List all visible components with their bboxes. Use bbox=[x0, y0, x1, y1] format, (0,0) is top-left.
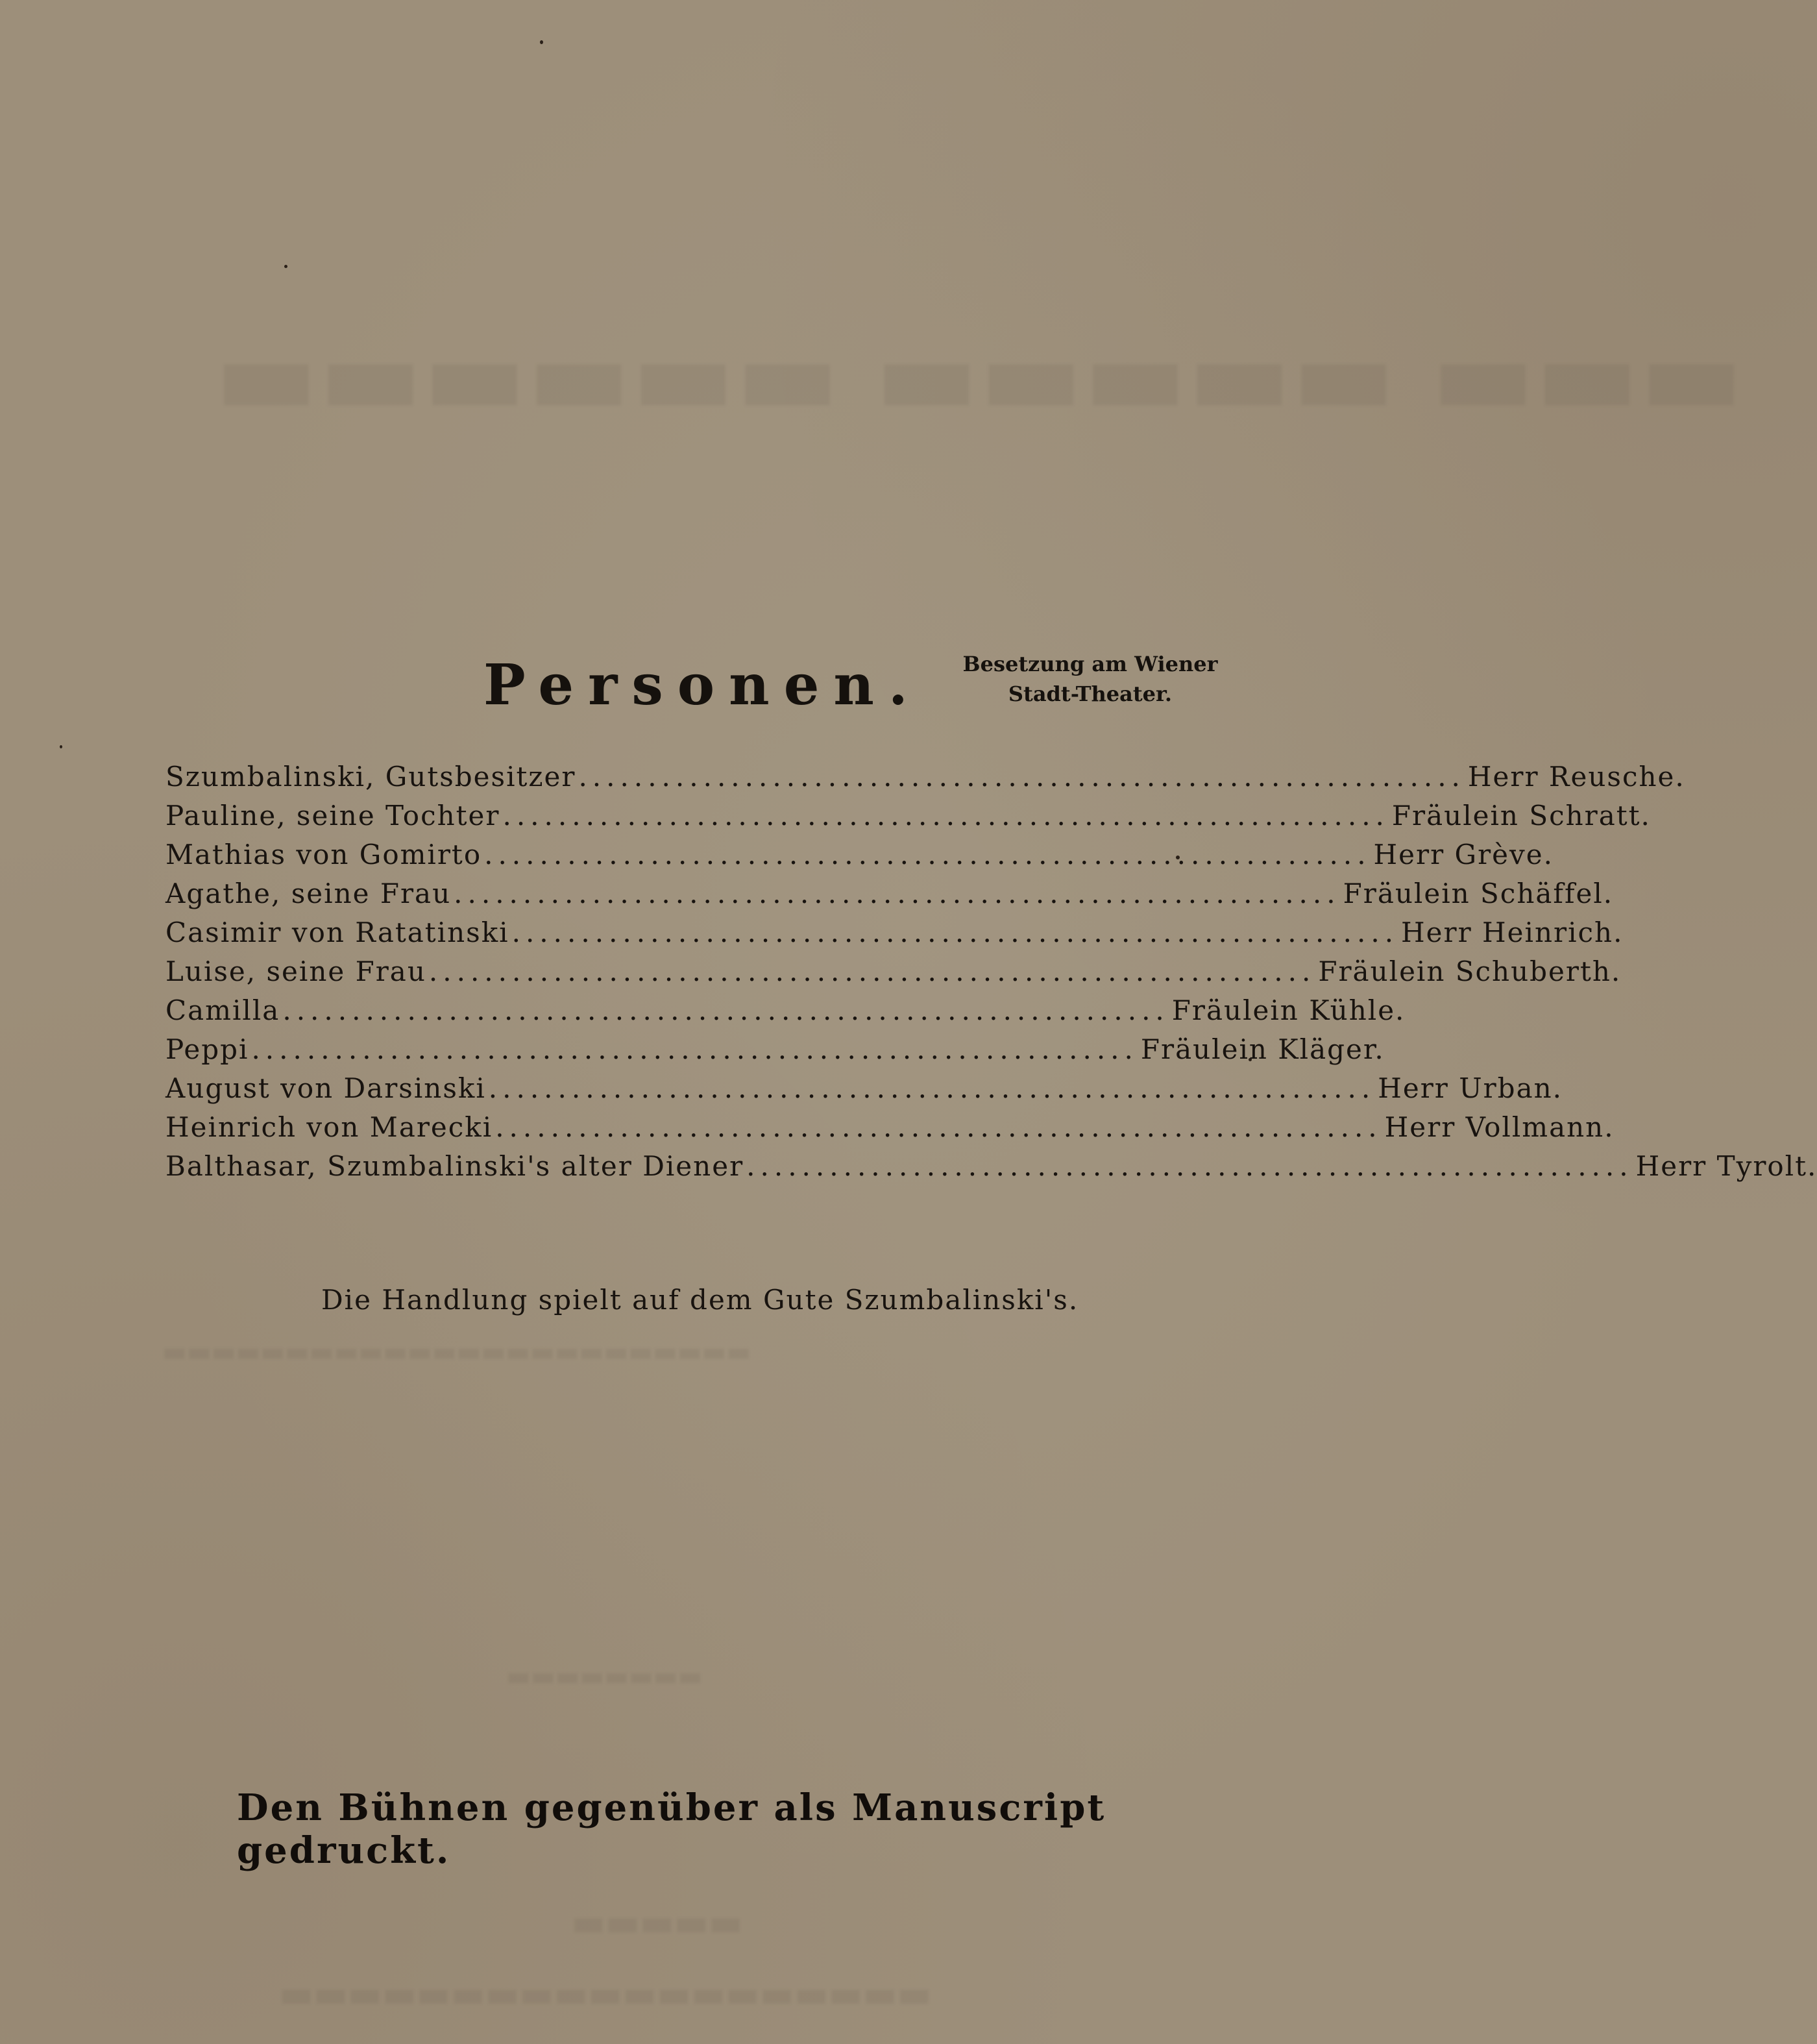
role-actor: Herr Reusche. bbox=[1467, 761, 1685, 793]
dot-leader: ................................................................ bbox=[746, 1150, 1633, 1182]
role-row bbox=[165, 800, 1651, 839]
dot-leader: ................................................................ bbox=[511, 917, 1399, 948]
role-row bbox=[165, 878, 1614, 917]
role-actor: Herr Tyrolt. bbox=[1635, 1150, 1817, 1182]
setting-note: Die Handlung spielt auf dem Gute Szumbalinski's. bbox=[321, 1284, 1079, 1316]
dot-leader: ................................................................ bbox=[282, 994, 1169, 1026]
show-through-shadow: ▬▬▬▬▬ bbox=[571, 1902, 743, 1944]
role-actor: Herr Grève. bbox=[1373, 839, 1554, 870]
role-name: Casimir von Ratatinski bbox=[165, 917, 509, 948]
show-through-shadow: ▬▬▬ ▬▬▬▬▬ ▬▬▬▬▬▬ bbox=[214, 312, 1744, 440]
role-row bbox=[165, 917, 1624, 955]
role-name: Balthasar, Szumbalinski's alter Diener bbox=[165, 1150, 744, 1182]
role-actor: Fräulein Schratt. bbox=[1391, 800, 1651, 831]
role-name: Pauline, seine Tochter bbox=[165, 800, 500, 831]
role-name: Agathe, seine Frau bbox=[165, 878, 452, 909]
role-actor: Fräulein Kühle. bbox=[1171, 994, 1406, 1026]
role-row bbox=[165, 955, 1622, 994]
dot-leader: ................................................................ bbox=[488, 1072, 1376, 1104]
role-name: Mathias von Gomirto bbox=[165, 839, 482, 870]
role-actor: Fräulein Kläger. bbox=[1140, 1033, 1385, 1065]
role-name: Camilla bbox=[165, 994, 280, 1026]
dot-leader: ................................................................ bbox=[251, 1033, 1138, 1065]
role-row bbox=[165, 1033, 1385, 1072]
show-through-shadow: ▬▬▬▬▬▬▬▬▬▬▬▬▬▬▬▬▬▬▬ bbox=[279, 1973, 932, 2015]
ink-speck bbox=[284, 265, 287, 268]
role-actor: Herr Urban. bbox=[1378, 1072, 1563, 1104]
role-name: August von Darsinski bbox=[165, 1072, 486, 1104]
role-actor: Fräulein Schäffel. bbox=[1343, 878, 1614, 909]
role-actor: Herr Vollmann. bbox=[1384, 1111, 1615, 1143]
role-name: Peppi bbox=[165, 1033, 249, 1065]
role-name: Luise, seine Frau bbox=[165, 955, 426, 987]
dot-leader: ................................................................ bbox=[428, 955, 1316, 987]
dot-leader: ................................................................ bbox=[578, 761, 1465, 793]
role-row bbox=[165, 761, 1685, 800]
role-name: Heinrich von Marecki bbox=[165, 1111, 493, 1143]
dot-leader: ................................................................ bbox=[484, 839, 1371, 870]
cast-note-line-2: Stadt-Theater. bbox=[1008, 682, 1173, 706]
dramatis-personae-list bbox=[165, 761, 1817, 1189]
manuscript-notice: Den Bühnen gegenüber als Manuscript gedruckt. bbox=[237, 1786, 1106, 1872]
dot-leader: ................................................................ bbox=[454, 878, 1341, 909]
cast-note-line-1: Besetzung am Wiener bbox=[962, 652, 1218, 676]
show-through-shadow: ▬▬▬▬▬▬▬▬ bbox=[506, 1662, 703, 1692]
role-row bbox=[165, 1150, 1817, 1189]
dot-leader: ................................................................ bbox=[495, 1111, 1382, 1143]
ink-speck bbox=[540, 40, 543, 44]
role-row bbox=[165, 839, 1554, 878]
role-name: Szumbalinski, Gutsbesitzer bbox=[165, 761, 576, 793]
role-row bbox=[165, 1111, 1615, 1150]
page-title: Personen. bbox=[483, 652, 922, 718]
role-row bbox=[165, 1072, 1563, 1111]
ink-speck bbox=[60, 745, 62, 748]
role-actor: Herr Heinrich. bbox=[1401, 917, 1624, 948]
role-row bbox=[165, 994, 1406, 1033]
role-actor: Fräulein Schuberth. bbox=[1318, 955, 1622, 987]
dot-leader: ................................................................ bbox=[502, 800, 1389, 831]
cast-note bbox=[954, 649, 1226, 709]
show-through-shadow: ▬▬▬▬▬▬▬▬▬▬▬▬▬▬▬▬▬▬▬▬▬▬▬▬ bbox=[162, 1337, 751, 1367]
